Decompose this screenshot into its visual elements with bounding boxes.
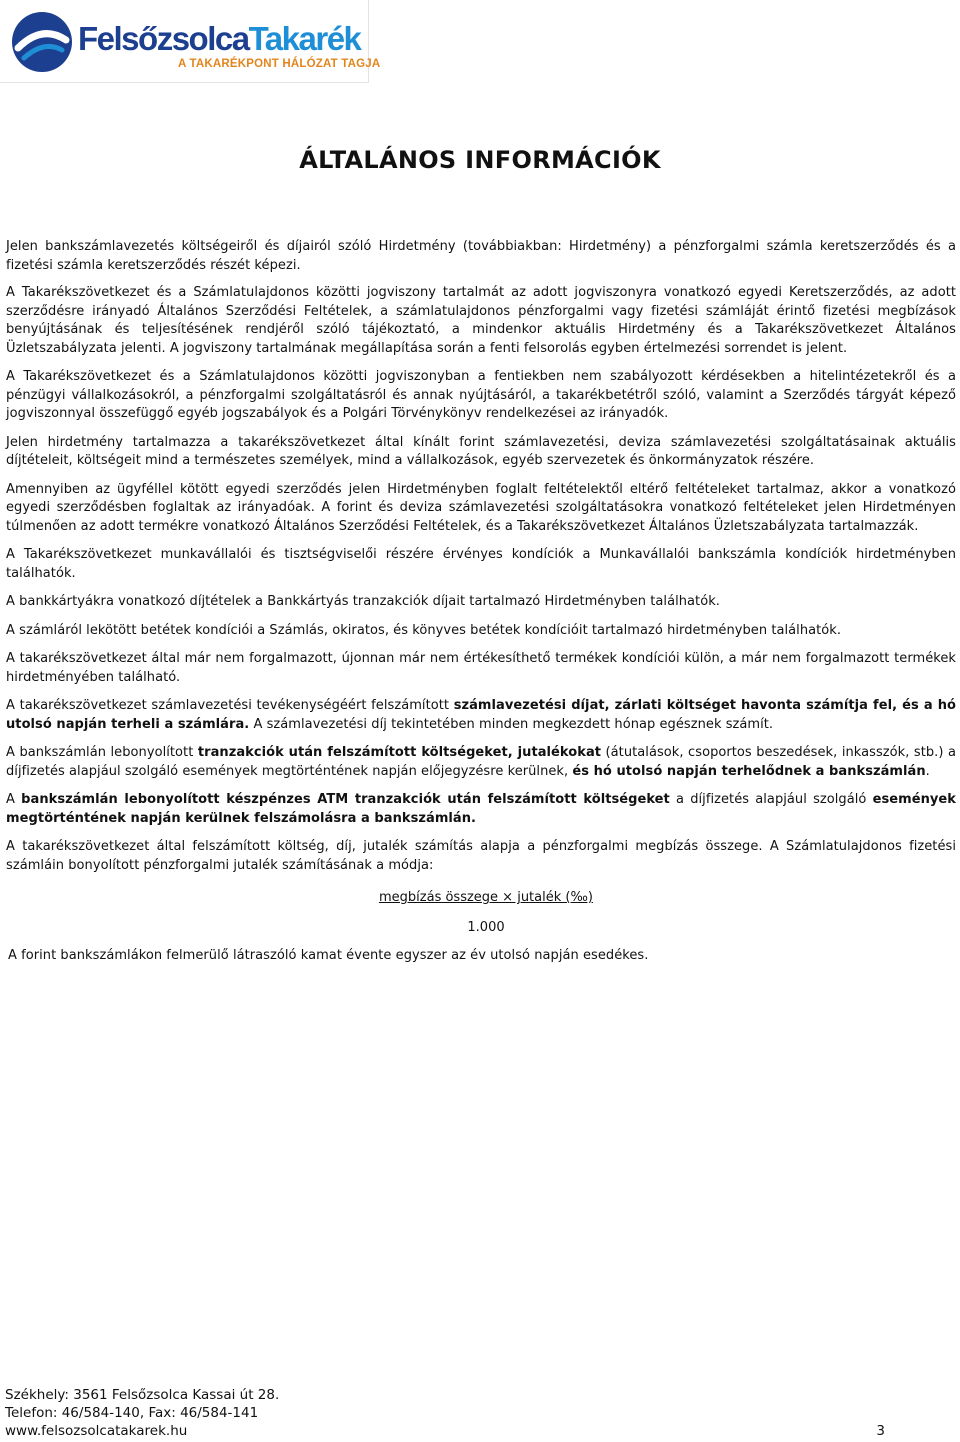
paragraph-scope: Jelen bankszámlavezetés költségeiről és díjairól szóló Hirdetmény (továbbiakban: Hirdetmény) a pénzforgalmi számla keretszerződés és a fizetési számla keretszerződés részét képezi. bbox=[6, 239, 956, 273]
footer-phone: Telefon: 46/584-140, Fax: 46/584-141 bbox=[5, 1405, 259, 1421]
footer-address: Székhely: 3561 Felsőzsolca Kassai út 28. bbox=[5, 1387, 280, 1403]
paragraph-calculation-basis: A takarékszövetkezet által felszámított költség, díj, jutalék számítás alapja a pénzforgalmi megbízás összege. A Számlatulajdonos fizetési számláin bonyolított pénzforgalmi jutalék számításának a módja: bbox=[6, 839, 956, 873]
paragraph-legal-relationship: A Takarékszövetkezet és a Számlatulajdonos közötti jogviszony tartalmát az adott jogviszonyra vonatkozó egyedi Keretszerződés, az adott szerződésre irányadó Általános Szerződési Feltételek, a számlatulajdonos pénzforgalmi vagy fizetési számláját érintő fizetési megbízások benyújtásának és teljesítésének rendjéről szóló tájékoztató, a mindenkor aktuális Hirdetmény és a Takarékszövetkezet Általános Üzletszabályzata jelenti. A jogviszony tartalmának megállapítása során a fenti felsorolás egyben értelmezési sorrendet is jelent. bbox=[6, 285, 956, 356]
paragraph-contents: Jelen hirdetmény tartalmazza a takarékszövetkezet által kínált forint számlavezetési, deviza számlavezetési szolgáltatásainak aktuális díjtételeit, költségeit mind a természetes személyek, mind a vállalkozások, egyéb szervezetek és önkormányzatok részére. bbox=[6, 434, 956, 468]
page-footer bbox=[5, 1386, 955, 1440]
formula-denominator: 1.000 bbox=[467, 920, 505, 935]
logo-mark-icon bbox=[10, 10, 74, 74]
bank-logo bbox=[0, 0, 381, 83]
commission-formula bbox=[6, 889, 956, 937]
logo-wordmark: FelsőzsolcaTakarék bbox=[78, 20, 361, 57]
paragraph-interest: A forint bankszámlákon felmerülő látraszóló kamat évente egyszer az év utolsó napján esedékes. bbox=[8, 948, 649, 963]
paragraph-account-fee: A takarékszövetkezet számlavezetési tevékenységéért felszámított számlavezetési díjat, zárlati költséget havonta számítja fel, és a hó utolsó napján terheli a számlára. A számlavezetési díj tekintetében minden megkezdett hónap egésznek számít. bbox=[6, 698, 957, 732]
paragraph-governing-law: A Takarékszövetkezet és a Számlatulajdonos közötti jogviszonyban a fentiekben nem szabályozott kérdésekben a hitelintézetekről és a pénzügyi vállalkozásokról, a pénzforgalmi szolgáltatásról és annak nyújtásáról, a takarékbetétről szóló, valamint a Szerződés tárgyát képező jogviszonnyal összefüggő egyéb jogszabályok és a Polgári Törvénykönyv rendelkezései az irányadók. bbox=[6, 369, 956, 421]
footer-website[interactable]: www.felsozsolcatakarek.hu bbox=[5, 1423, 188, 1439]
page-number: 3 bbox=[876, 1423, 885, 1439]
document-body bbox=[6, 238, 956, 976]
logo-tagline: A TAKARÉKPONT HÁLÓZAT TAGJA bbox=[178, 58, 381, 70]
paragraph-legacy-products: A takarékszövetkezet által már nem forgalmazott, újonnan már nem értékesíthető termékek kondíciói külön, a már nem forgalmazott termékek hirdetményében található. bbox=[6, 651, 956, 685]
formula-numerator: megbízás összege × jutalék (‰) bbox=[379, 890, 593, 905]
paragraph-transaction-costs: A bankszámlán lebonyolított tranzakciók után felszámított költségeket, jutalékokat (átutalások, csoportos beszedések, inkasszók, stb.) a díjfizetés alapjául szolgáló események megtörténtének napján előjegyzésre kerülnek, és hó utolsó napján terhelődnek a bankszámlán. bbox=[6, 745, 957, 779]
paragraph-individual-contract: Amennyiben az ügyféllel kötött egyedi szerződés jelen Hirdetményben foglalt feltételektől eltérő feltételeket tartalmaz, akkor a vonatkozó egyedi szerződésben foglaltak az irányadóak. A forint és deviza számlavezetési szolgáltatásokra vonatkozó feltételeket jelen Hirdetményen túlmenően az adott termékre vonatkozó Általános Szerződési Feltételek, és a Takarékszövetkezet Általános Üzletszabályzata tartalmazzák. bbox=[6, 481, 956, 534]
paragraph-deposits: A számláról lekötött betétek kondíciói a Számlás, okiratos, és könyves betétek kondícióit tartalmazó hirdetményben találhatók. bbox=[6, 622, 842, 638]
paragraph-employee-conditions: A Takarékszövetkezet munkavállalói és tisztségviselői részére érvényes kondíciók a Munkavállalói bankszámla kondíciók hirdetményben találhatók. bbox=[6, 547, 956, 581]
paragraph-atm-costs: A bankszámlán lebonyolított készpénzes ATM tranzakciók után felszámított költségeket a díjfizetés alapjául szolgáló események megtörténtének napján kerülnek felszámolásra a bankszámlán. bbox=[6, 792, 956, 826]
page-title: ÁLTALÁNOS INFORMÁCIÓK bbox=[299, 146, 661, 174]
paragraph-bankcard-fees: A bankkártyákra vonatkozó díjtételek a Bankkártyás tranzakciók díjait tartalmazó Hirdetményben találhatók. bbox=[6, 594, 720, 609]
